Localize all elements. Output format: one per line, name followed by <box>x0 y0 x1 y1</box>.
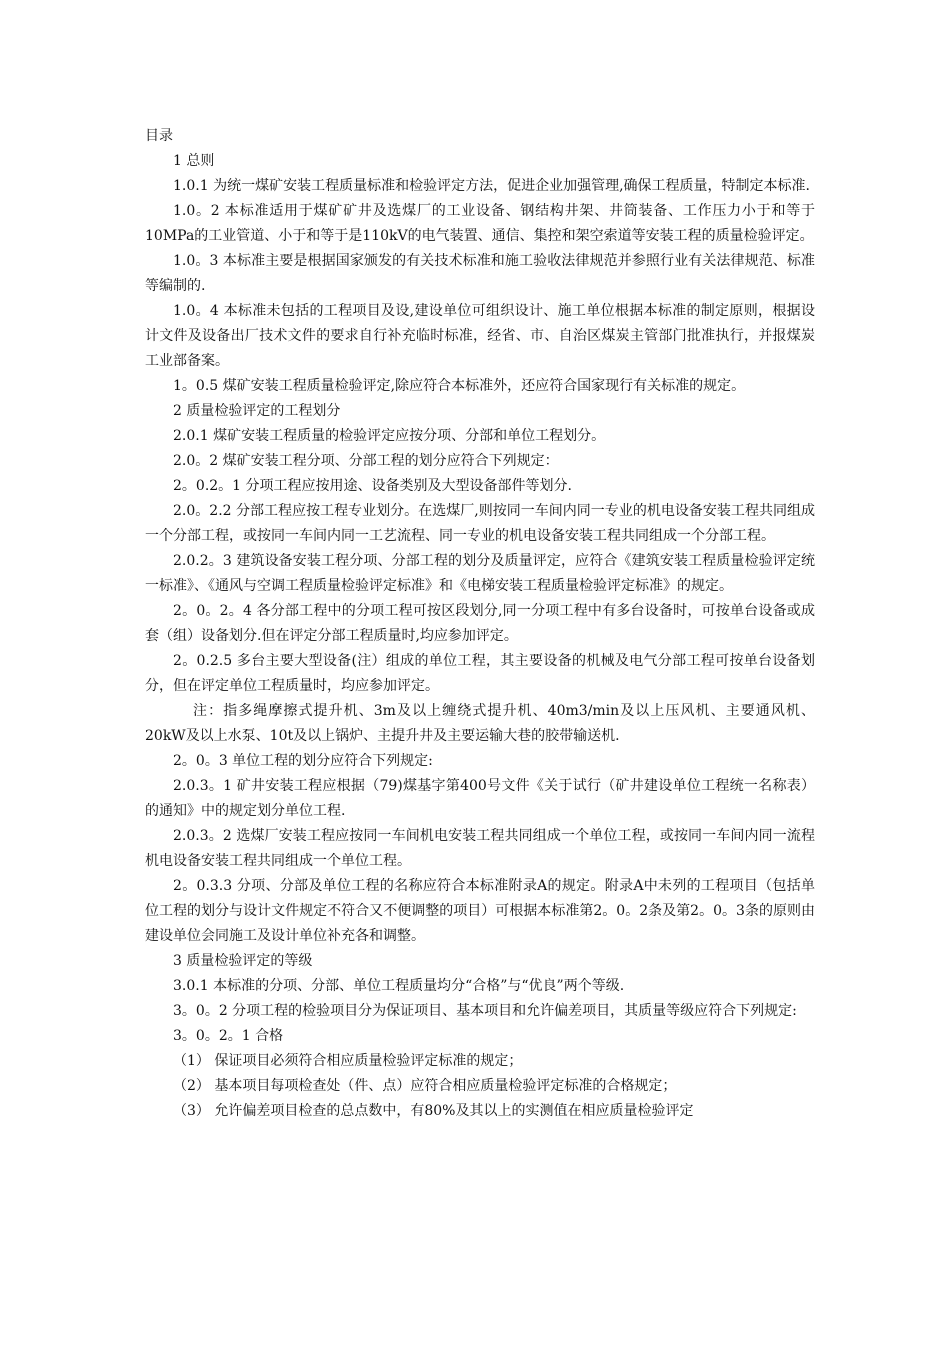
paragraph: 2。0。2。4 各分部工程中的分项工程可按区段划分,同一分项工程中有多台设备时，可按单台设备或成套（组）设备划分.但在评定分部工程质量时,均应参加评定。 <box>145 603 815 644</box>
section-heading: 1 总则 <box>173 153 215 169</box>
document-body <box>145 124 815 1124</box>
paragraph: 1.0。3 本标准主要是根据国家颁发的有关技术标准和施工验收法律规范并参照行业有关法律规范、标准等编制的. <box>145 253 815 294</box>
paragraph: 2.0.3。2 选煤厂安装工程应按同一车间机电安装工程共同组成一个单位工程，或按同一车间内同一流程机电设备安装工程共同组成一个单位工程。 <box>145 828 815 869</box>
paragraph: 3.0.1 本标准的分项、分部、单位工程质量均分“合格”与“优良”两个等级. <box>173 978 625 994</box>
paragraph: 2。0.3.3 分项、分部及单位工程的名称应符合本标准附录A的规定。附录A中未列的工程项目（包括单位工程的划分与设计文件规定不符合又不便调整的项目）可根据本标准第2。0。2条及第2。0。3条的原则由建设单位会同施工及设计单位补充各和调整。 <box>145 878 815 944</box>
paragraph: 3。0。2。1 合格 <box>173 1028 284 1044</box>
note-paragraph: 注：指多绳摩擦式提升机、3m及以上缠绕式提升机、40m3/min及以上压风机、主要通风机、20kW及以上水泵、10t及以上锅炉、主提升井及主要运输大巷的胶带输送机. <box>145 703 815 744</box>
paragraph: 2。0.2。1 分项工程应按用途、设备类别及大型设备部件等划分. <box>173 478 572 494</box>
paragraph: 2.0。2 煤矿安装工程分项、分部工程的划分应符合下列规定： <box>173 453 559 469</box>
paragraph: 2.0。2.2 分部工程应按工程专业划分。在选煤厂,则按同一车间内同一专业的机电设备安装工程共同组成一个分部工程，或按同一车间内同一工艺流程、同一专业的机电设备安装工程共同组成一个分部工程。 <box>145 503 815 544</box>
toc-title: 目录 <box>145 128 173 144</box>
paragraph: 2.0.2。3 建筑设备安装工程分项、分部工程的划分及质量评定，应符合《建筑安装工程质量检验评定统一标准》、《通风与空调工程质量检验评定标准》和《电梯安装工程质量检验评定标准》的规定。 <box>145 553 815 594</box>
paragraph: 1。0.5 煤矿安装工程质量检验评定,除应符合本标准外，还应符合国家现行有关标准的规定。 <box>173 378 746 394</box>
paragraph: 1.0.1 为统一煤矿安装工程质量标准和检验评定方法，促进企业加强管理,确保工程质量，特制定本标准. <box>173 178 810 194</box>
section-heading: 3 质量检验评定的等级 <box>173 953 313 969</box>
paragraph: 2。0.2.5 多台主要大型设备(注）组成的单位工程，其主要设备的机械及电气分部工程可按单台设备划分，但在评定单位工程质量时，均应参加评定。 <box>145 653 815 694</box>
paragraph: 1.0。4 本标准未包括的工程项目及设,建设单位可组织设计、施工单位根据本标准的制定原则，根据设计文件及设备出厂技术文件的要求自行补充临时标准，经省、市、自治区煤炭主管部门批准执行，并报煤炭工业部备案。 <box>145 303 815 369</box>
paragraph: 2.0.3。1 矿井安装工程应根据（79)煤基字第400号文件《关于试行（矿井建设单位工程统一名称表）的通知》中的规定划分单位工程. <box>145 778 815 819</box>
list-item: （2） 基本项目每项检查处（件、点）应符合相应质量检验评定标准的合格规定； <box>173 1078 677 1094</box>
paragraph: 3。0。2 分项工程的检验项目分为保证项目、基本项目和允许偏差项目，其质量等级应符合下列规定: <box>173 1003 797 1019</box>
paragraph: 1.0。2 本标准适用于煤矿矿井及选煤厂的工业设备、钢结构井架、井筒装备、工作压力小于和等于10MPa的工业管道、小于和等于是110kV的电气装置、通信、集控和架空索道等安装工程的质量检验评定。 <box>145 203 815 244</box>
section-heading: 2 质量检验评定的工程划分 <box>173 403 341 419</box>
paragraph: 2。0。3 单位工程的划分应符合下列规定: <box>173 753 433 769</box>
paragraph: 2.0.1 煤矿安装工程质量的检验评定应按分项、分部和单位工程划分。 <box>173 428 606 444</box>
list-item: （3） 允许偏差项目检查的总点数中，有80%及其以上的实测值在相应质量检验评定 <box>173 1103 694 1119</box>
list-item: （1） 保证项目必须符合相应质量检验评定标准的规定； <box>173 1053 523 1069</box>
